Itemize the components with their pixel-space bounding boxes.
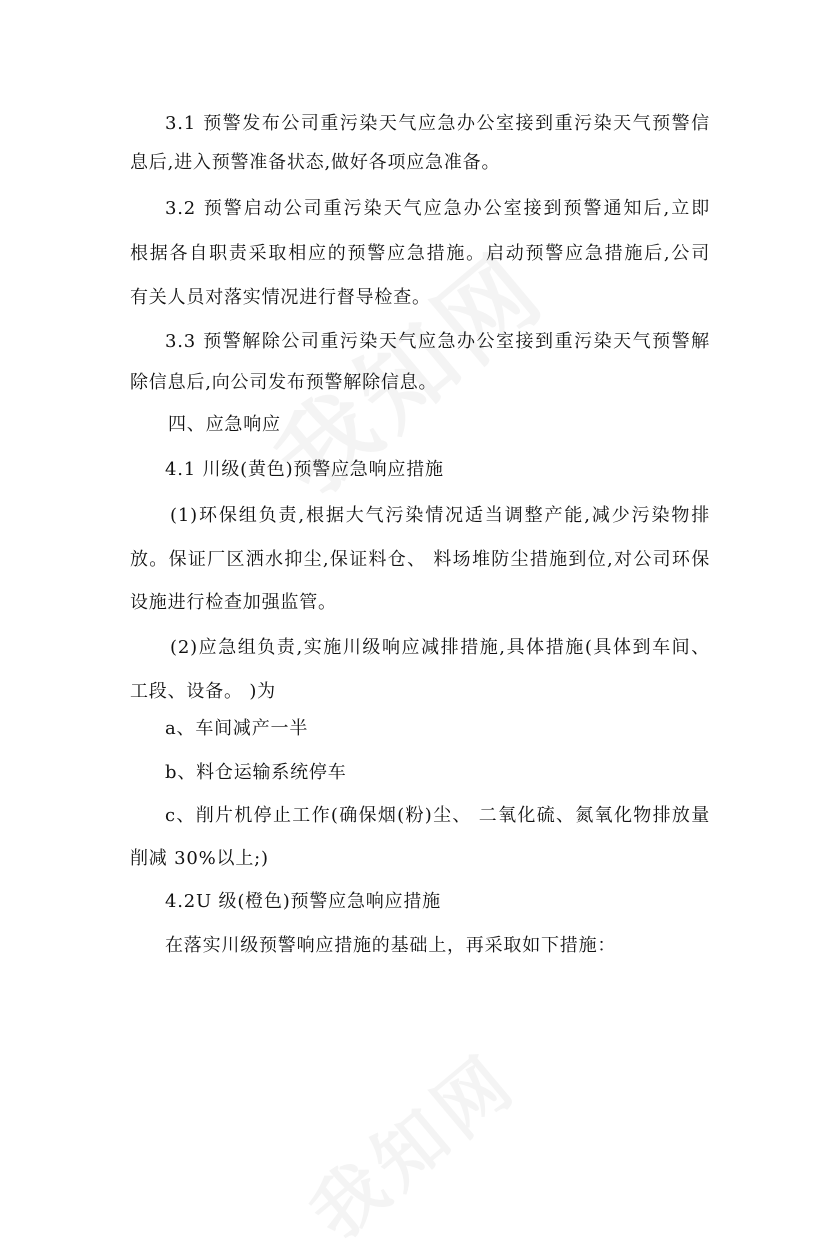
watermark-bottom <box>285 1025 536 1259</box>
para-3-1-line-2: 息后,进入预警准备状态,做好各项应急准备。 <box>130 152 501 173</box>
para-3-3-line-2: 除信息后,向公司发布预警解除信息。 <box>130 372 438 393</box>
para-4-2-intro: 在落实川级预警响应措施的基础上，再采取如下措施： <box>165 935 617 956</box>
measure-c-line-1: c、削片机停止工作(确保烟(粉)尘、 二氧化硫、氮氧化物排放量 <box>165 805 710 826</box>
para-3-3-line-1: 3.3 预警解除公司重污染天气应急办公室接到重污染天气预警解 <box>165 331 710 352</box>
measure-a: a、车间减产一半 <box>165 718 309 739</box>
para-3-2-line-1: 3.2 预警启动公司重污染天气应急办公室接到预警通知后,立即 <box>165 198 710 219</box>
para-3-2-line-2: 根据各自职责采取相应的预警应急措施。启动预警应急措施后,公司 <box>130 243 710 264</box>
measure-c-line-2: 削减 30%以上;) <box>130 848 269 869</box>
item-2-line-2: 工段、设备。 )为 <box>130 681 276 702</box>
item-1-line-3: 设施进行检查加强监管。 <box>130 592 337 613</box>
section-heading-4: 四、应急响应 <box>168 414 281 435</box>
measure-b: b、料仓运输系统停车 <box>165 762 347 783</box>
item-2-line-1: (2)应急组负责,实施川级响应减排措施,具体措施(具体到车间、 <box>170 637 710 658</box>
para-4-2-heading: 4.2U 级(橙色)预警应急响应措施 <box>165 891 441 912</box>
item-1-line-1: (1)环保组负责,根据大气污染情况适当调整产能,减少污染物排 <box>170 505 710 526</box>
para-4-1-heading: 4.1 川级(黄色)预警应急响应措施 <box>165 459 444 480</box>
item-1-line-2: 放。保证厂区洒水抑尘,保证料仓、 料场堆防尘措施到位,对公司环保 <box>130 549 710 570</box>
para-3-1-line-1: 3.1 预警发布公司重污染天气应急办公室接到重污染天气预警信 <box>165 113 710 134</box>
para-3-2-line-3: 有关人员对落实情况进行督导检查。 <box>130 287 431 308</box>
